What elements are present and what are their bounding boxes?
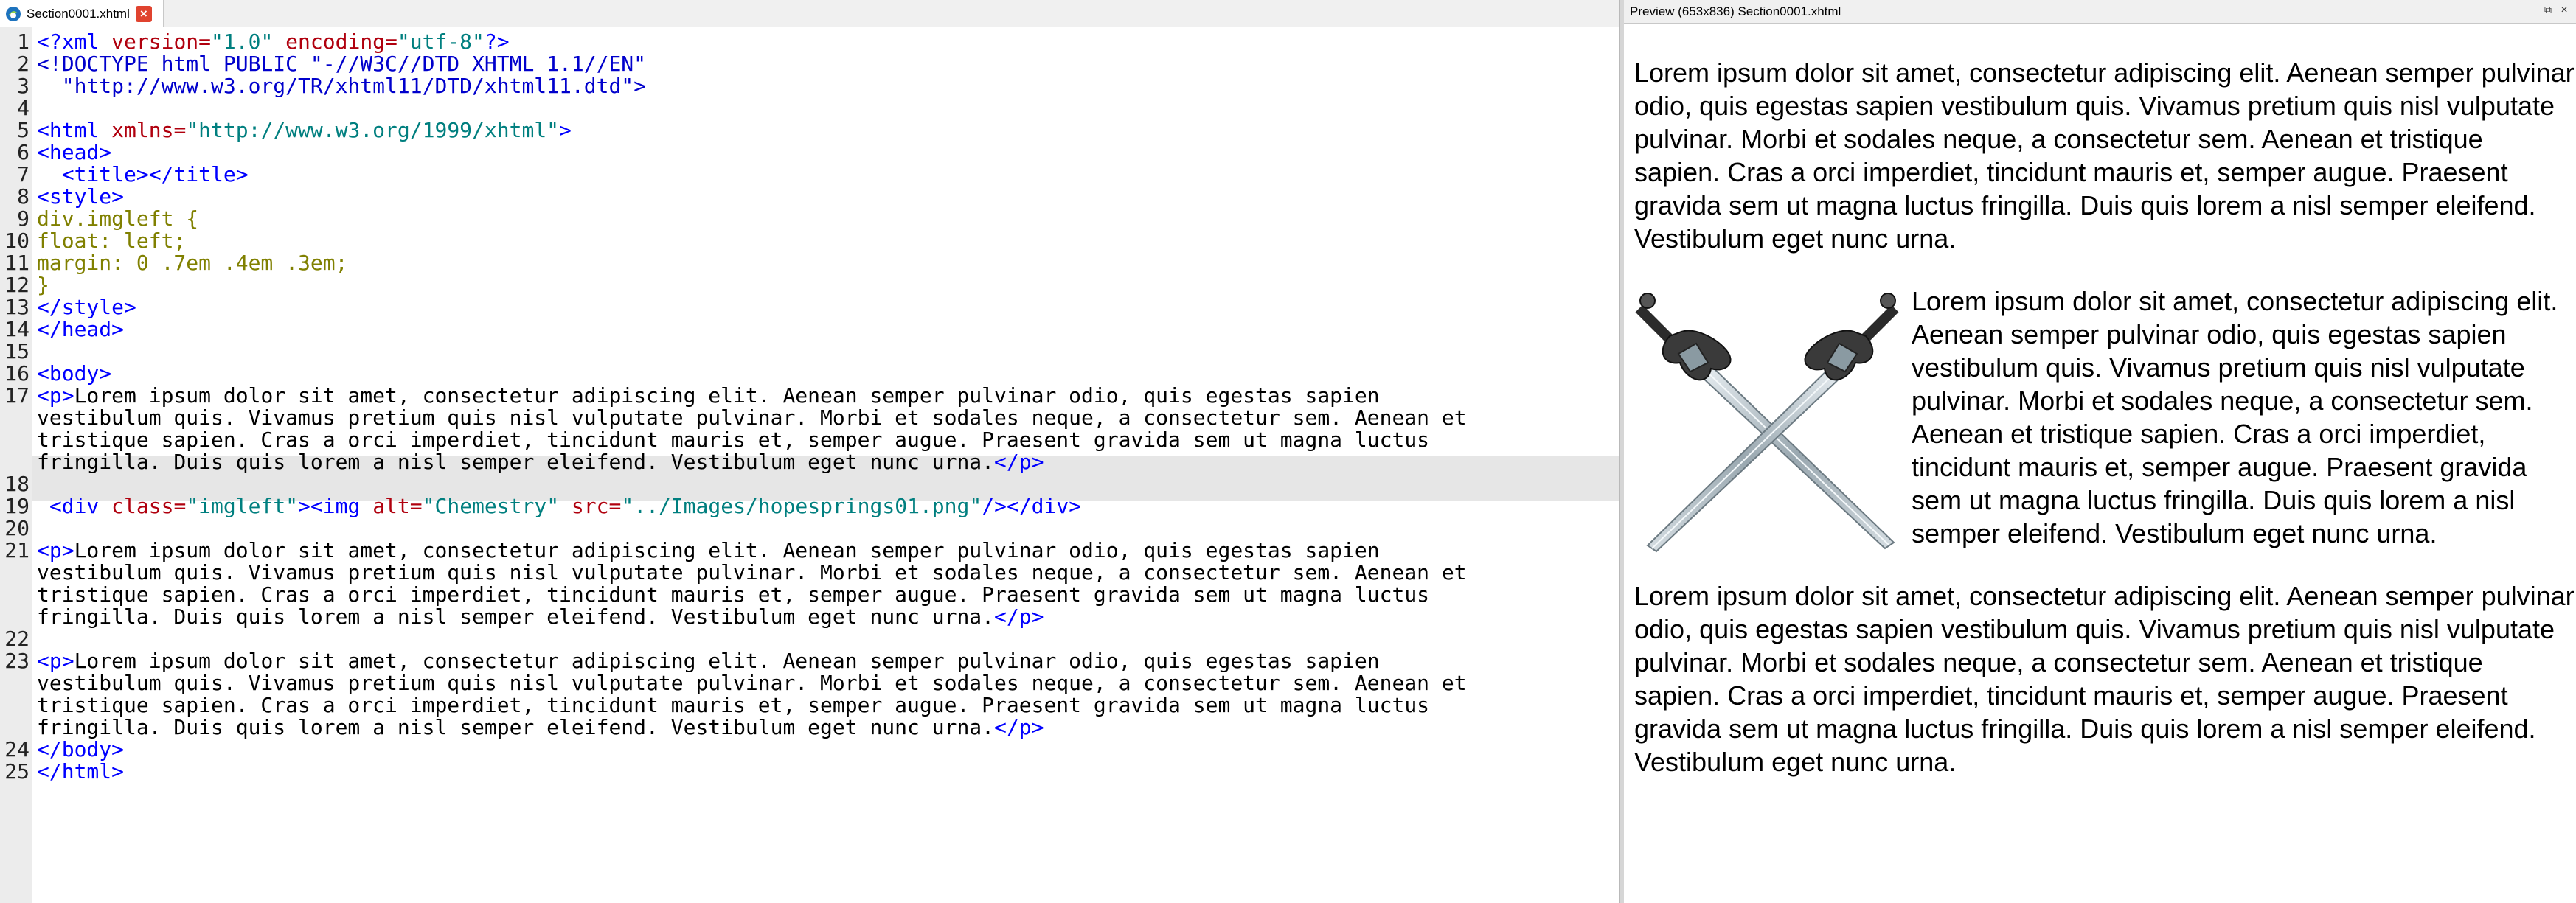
preview-document [1624,24,2576,903]
line-number: 24 [4,737,29,761]
line-number: 21 [4,538,29,562]
code-line[interactable] [0,142,1619,164]
code-text: vestibulum quis. Vivamus pretium quis nisl vulputate pulvinar. Morbi et sodales neque, a consectetur sem. Aenean et [37,405,1467,430]
line-number: 18 [4,472,29,496]
code-text: </html> [37,759,125,784]
code-text: fringilla. Duis quis lorem a nisl semper eleifend. Vestibulum eget nunc urna.</p> [37,715,1044,739]
code-line[interactable] [0,119,1619,142]
line-number: 11 [4,251,29,275]
xhtml-file-icon [4,5,22,23]
code-line[interactable] [0,97,1619,119]
code-line[interactable] [0,650,1619,672]
code-line[interactable] [0,672,1619,694]
code-line[interactable] [0,739,1619,761]
code-text: <title></title> [37,162,249,186]
crossed-swords-icon [1634,292,1901,557]
code-text: fringilla. Duis quis lorem a nisl semper eleifend. Vestibulum eget nunc urna.</p> [37,604,1044,629]
code-text: <style> [37,184,125,209]
line-number: 17 [4,383,29,408]
code-line[interactable] [0,562,1619,584]
code-line[interactable] [0,274,1619,296]
code-text: <?xml version="1.0" encoding="utf-8"?> [37,29,510,54]
code-line[interactable] [0,252,1619,274]
line-number: 12 [4,273,29,297]
tab-close-icon[interactable]: × [136,6,152,22]
close-preview-icon[interactable]: × [2561,4,2568,16]
code-line[interactable] [0,363,1619,385]
code-line[interactable] [0,296,1619,318]
code-line[interactable] [0,75,1619,97]
code-line[interactable] [0,694,1619,717]
preview-header [1624,0,2576,24]
preview-pane [1624,0,2576,903]
line-number: 10 [4,229,29,253]
code-line[interactable] [0,495,1619,517]
code-text: <body> [37,361,112,386]
code-text: vestibulum quis. Vivamus pretium quis nisl vulputate pulvinar. Morbi et sodales neque, a consectetur sem. Aenean et [37,560,1467,585]
code-line[interactable] [0,761,1619,783]
line-number: 23 [4,649,29,673]
line-number: 5 [17,118,29,142]
code-text: <!DOCTYPE html PUBLIC "-//W3C//DTD XHTML 1.1//EN" [37,52,647,76]
code-line[interactable] [0,473,1619,495]
code-text: </head> [37,317,125,341]
tab-label: Section0001.xhtml [27,6,130,21]
code-text: div.imgleft { [37,206,199,231]
code-line[interactable] [0,517,1619,540]
code-text: "http://www.w3.org/TR/xhtml11/DTD/xhtml11.dtd"> [37,74,647,98]
code-text: float: left; [37,229,187,253]
code-line[interactable] [0,385,1619,407]
code-text: <head> [37,140,112,164]
line-number: 4 [17,96,29,120]
line-number: 25 [4,759,29,784]
preview-title: Preview (653x836) Section0001.xhtml [1630,4,1841,18]
code-line[interactable] [0,31,1619,53]
code-text-area[interactable] [0,27,1619,903]
code-line[interactable] [0,717,1619,739]
line-number: 7 [17,162,29,186]
code-text: </body> [37,737,125,761]
line-number: 14 [4,317,29,341]
code-line[interactable] [0,164,1619,186]
code-text: vestibulum quis. Vivamus pretium quis nisl vulputate pulvinar. Morbi et sodales neque, a consectetur sem. Aenean et [37,671,1467,695]
code-line[interactable] [0,606,1619,628]
preview-paragraph-2: Lorem ipsum dolor sit amet, consectetur adipiscing elit. Aenean semper pulvinar odio, quis egestas sapien vestibulum quis. Vivamus pretium quis nisl vulputate pulvinar. Morbi et sodales neque, a consectetur sem. Aenean et tristique sapien. Cras a orci imperdiet, tincidunt mauris et, semper augue. Praesent gravida sem ut magna luctus fringilla. Duis quis lorem a nisl semper eleifend. Vestibulum eget nunc urna. [1912,286,2558,548]
line-number: 16 [4,361,29,386]
preview-paragraph-3: Lorem ipsum dolor sit amet, consectetur adipiscing elit. Aenean semper pulvinar odio, quis egestas sapien vestibulum quis. Vivamus pretium quis nisl vulputate pulvinar. Morbi et sodales neque, a consectetur sem. Aenean et tristique sapien. Cras a orci imperdiet, tincidunt mauris et, semper augue. Praesent gravida sem ut magna luctus fringilla. Duis quis lorem a nisl semper eleifend. Vestibulum eget nunc urna. [1634,581,2575,777]
code-line[interactable] [0,429,1619,451]
line-number: 19 [4,494,29,518]
line-number: 13 [4,295,29,319]
preview-paragraph-1: Lorem ipsum dolor sit amet, consectetur adipiscing elit. Aenean semper pulvinar odio, quis egestas sapien vestibulum quis. Vivamus pretium quis nisl vulputate pulvinar. Morbi et sodales neque, a consectetur sem. Aenean et tristique sapien. Cras a orci imperdiet, tincidunt mauris et, semper augue. Praesent gravida sem ut magna luctus fringilla. Duis quis lorem a nisl semper eleifend. Vestibulum eget nunc urna. [1634,57,2575,254]
code-line[interactable] [0,451,1619,473]
code-line[interactable] [0,407,1619,429]
code-text: fringilla. Duis quis lorem a nisl semper eleifend. Vestibulum eget nunc urna.</p> [37,450,1044,474]
code-text: <html xmlns="http://www.w3.org/1999/xhtml"> [37,118,572,142]
code-text: tristique sapien. Cras a orci imperdiet, tincidunt mauris et, semper augue. Praesent gravida sem ut magna luctus [37,693,1430,717]
code-line[interactable] [0,230,1619,252]
line-number: 15 [4,339,29,363]
tab-section0001[interactable] [0,0,164,27]
code-text: <p>Lorem ipsum dolor sit amet, consectetur adipiscing elit. Aenean semper pulvinar odio, quis egestas sapien [37,649,1380,673]
code-line[interactable] [0,318,1619,341]
code-text: } [37,273,49,297]
code-text: margin: 0 .7em .4em .3em; [37,251,348,275]
code-text: </style> [37,295,136,319]
line-number: 2 [17,52,29,76]
line-number: 22 [4,627,29,651]
code-text: tristique sapien. Cras a orci imperdiet, tincidunt mauris et, semper augue. Praesent gravida sem ut magna luctus [37,582,1430,607]
code-text: <p>Lorem ipsum dolor sit amet, consectetur adipiscing elit. Aenean semper pulvinar odio, quis egestas sapien [37,538,1380,562]
editor-tab-bar [0,0,1619,27]
float-window-icon[interactable]: ⧉ [2544,4,2552,15]
code-line[interactable] [0,208,1619,230]
code-line[interactable] [0,584,1619,606]
code-line[interactable] [0,341,1619,363]
line-number: 3 [17,74,29,98]
line-number: 1 [17,29,29,54]
code-text: <div class="imgleft"><img alt="Chemestry" src="../Images/hopesprings01.png"/></div> [49,494,1082,518]
line-number: 9 [17,206,29,231]
code-line[interactable] [0,53,1619,75]
code-line[interactable] [0,186,1619,208]
code-text: tristique sapien. Cras a orci imperdiet, tincidunt mauris et, semper augue. Praesent gravida sem ut magna luctus [37,428,1430,452]
line-number: 6 [17,140,29,164]
code-text: <p>Lorem ipsum dolor sit amet, consectetur adipiscing elit. Aenean semper pulvinar odio, quis egestas sapien [37,383,1380,408]
line-number: 8 [17,184,29,209]
line-number: 20 [4,516,29,540]
code-line[interactable] [0,628,1619,650]
code-line[interactable] [0,540,1619,562]
